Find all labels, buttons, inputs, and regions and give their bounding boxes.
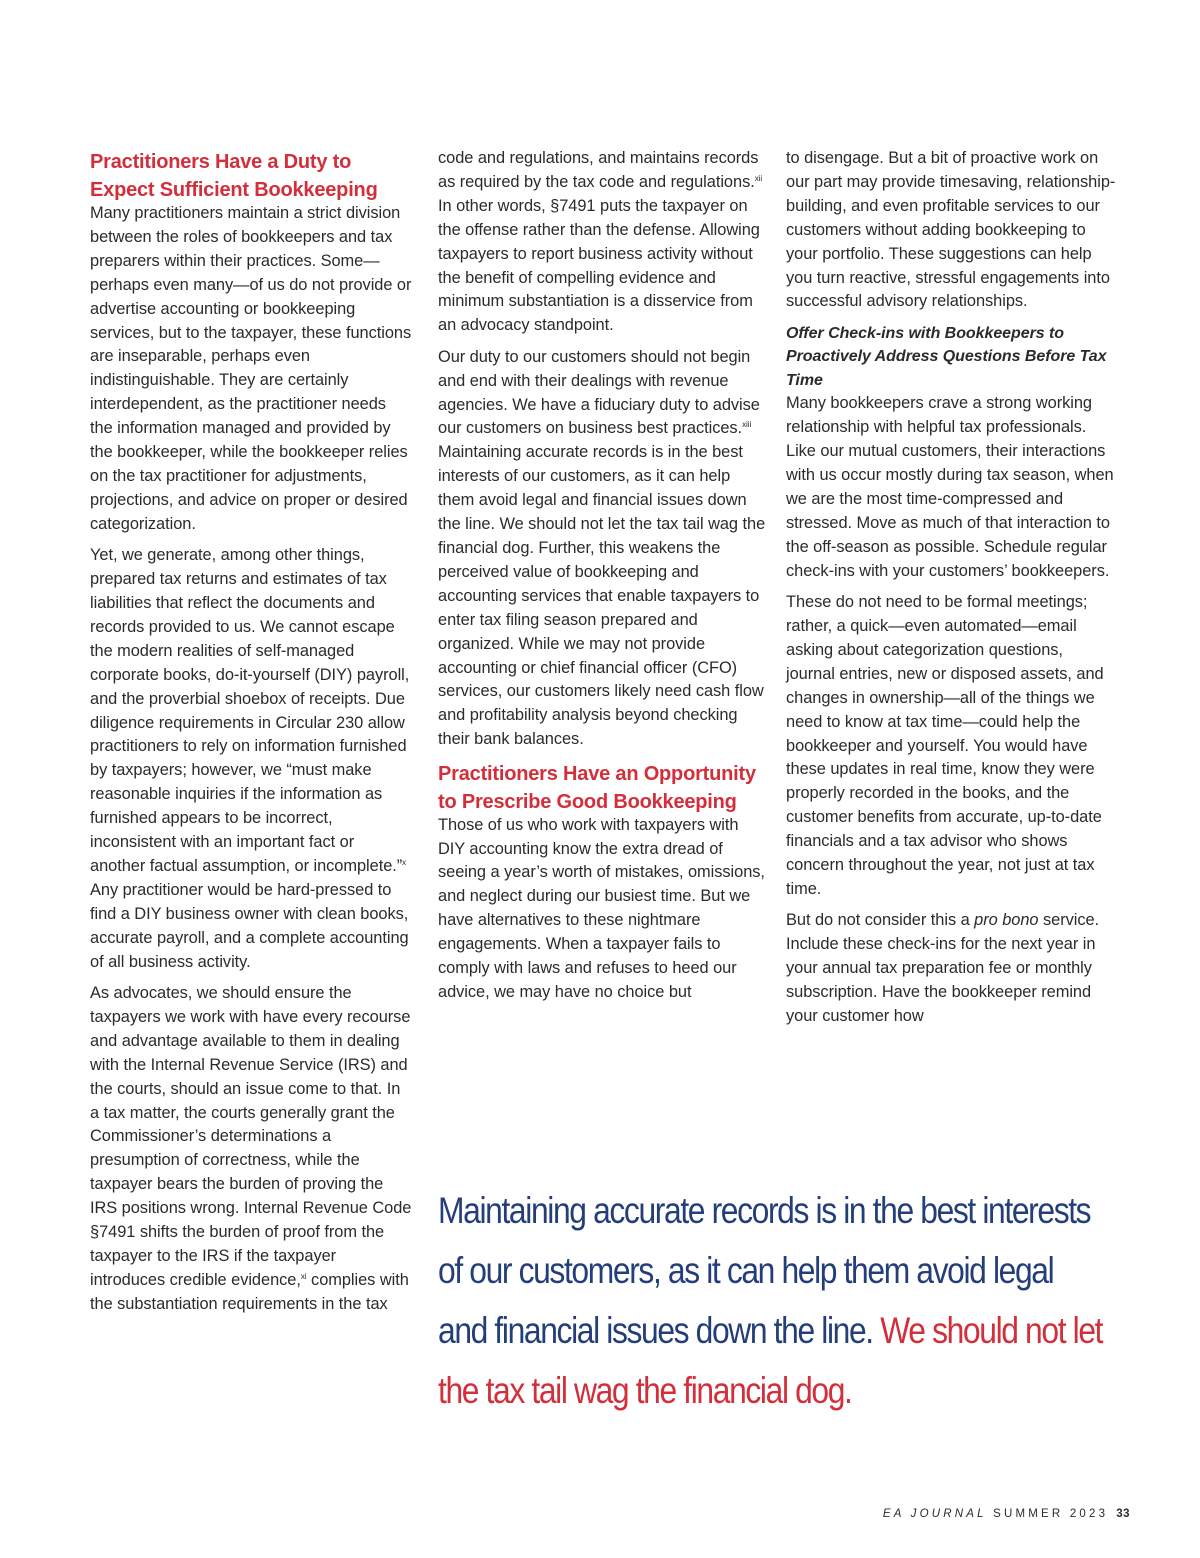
endnote-marker: x (402, 857, 407, 867)
section-heading-duty: Practitioners Have a Duty to Expect Sufficient Bookkeeping (90, 151, 378, 201)
pull-quote-accent: We should not let the tax tail wag the financial dog. (438, 1310, 1103, 1411)
paragraph: But do not consider this a pro bono service. Include these check-ins for the next year in your annual tax preparation fee or monthly subscription. Have the bookkeeper remind your customer how (786, 911, 1100, 1025)
paragraph: Our duty to our customers should not begin and end with their dealings with revenue agencies. We have a fiduciary duty to advise our customers on business best practices.$^{xiii}$ Maintaining accurate records is in the best interests of our customers, as it can help them avoid legal and financial issues down the line. We should not let the tax tail wag the financial dog. Further, this weakens the perceived value of bookkeeping and accounting services that enable taxpayers to enter tax filing season prepared and organized. While we may not provide accounting or chief financial officer (CFO) services, our customers likely need cash flow and profitability analysis beyond checking their bank balances. (438, 347, 766, 749)
paragraph: Yet, we generate, among other things, prepared tax returns and estimates of tax liabilities that reflect the documents and records provided to us. We cannot escape the modern realities of self-managed corporate books, do-it-yourself (DIY) payroll, and the proverbial shoebox of receipts. Due diligence requirements in Circular 230 allow practitioners to rely on information furnished by taxpayers; however, we “must make reasonable inquiries if the information as furnished appears to be incorrect, inconsistent with an important fact or another factual assumption, or incomplete.”$^x$ Any practitioner would be hard-pressed to find a DIY business owner with clean books, accurate payroll, and a complete accounting of all business activity. (90, 546, 410, 971)
page-number: 33 (1116, 1508, 1130, 1520)
paragraph: Those of us who work with taxpayers with DIY accounting know the extra dread of seeing a year’s worth of mistakes, omissions, and neglect during our busiest time. But we have alternatives to these nightmare engagements. When a taxpayer fails to comply with laws and refuses to heed our advice, we may have no choice but (438, 815, 765, 1001)
paragraph: to disengage. But a bit of proactive work on our part may provide timesaving, relationship-building, and even profitable services to our customers without adding bookkeeping to your portfolio. These suggestions can help you turn reactive, stressful engagements into successful advisory relationships. (786, 149, 1116, 311)
journal-name: EA JOURNAL (882, 1508, 987, 1520)
page-footer (883, 1508, 1130, 1520)
paragraph: Many bookkeepers crave a strong working relationship with helpful tax professionals. Like our mutual customers, their interactions with us occur mostly during tax season, when we are the most time-compressed and stressed. Move as much of that interaction to the off-season as possible. Schedule regular check-ins with your customers’ bookkeepers. (786, 394, 1114, 580)
paragraph: As advocates, we should ensure the taxpayers we work with have every recourse and advantage available to them in dealing with the Internal Revenue Service (IRS) and the courts, should an issue come to that. In a tax matter, the courts generally grant the Commissioner’s determinations a presumption of correctness, while the taxpayer bears the burden of proving the IRS positions wrong. Internal Revenue Code §7491 shifts the burden of proof from the taxpayer to the IRS if the taxpayer introduces credible evidence,$^{xi}$ complies with the substantiation requirements in the tax (90, 984, 412, 1313)
paragraph: These do not need to be formal meetings; rather, a quick—even automated—email asking about categorization questions, journal entries, new or disposed assets, and changes in ownership—all of the things we need to know at tax time—could help the bookkeeper and yourself. You would have these updates in real time, know they were properly recorded in the books, and the customer benefits from accurate, up-to-date financials and a tax advisor who shows concern throughout the year, not just at tax time. (786, 593, 1104, 898)
subheading-check-ins: Offer Check-ins with Bookkeepers to Proactively Address Questions Before Tax Time (786, 324, 1107, 389)
paragraph: Many practitioners maintain a strict division between the roles of bookkeepers and tax preparers within their practices. Some—perhaps even many—of us do not provide or advertise accounting or bookkeeping services, but to the taxpayer, these functions are inseparable, perhaps even indistinguishable. They are certainly interdependent, as the practitioner needs the information managed and provided by the bookkeeper, while the bookkeeper relies on the tax practitioner for adjustments, projections, and advice on proper or desired categorization. (90, 204, 412, 533)
article-column-1 (90, 147, 412, 1324)
section-heading-opportunity: Practitioners Have an Opportunity to Prescribe Good Bookkeeping (438, 762, 756, 813)
article-column-2 (438, 147, 768, 1012)
endnote-marker: xiii (742, 420, 752, 430)
pull-quote (438, 1181, 1109, 1421)
pull-quote-main: Maintaining accurate records is in the best interests of our customers, as it can help them avoid legal and financial issues down the line. (438, 1190, 1091, 1351)
endnote-marker: xi (300, 1271, 307, 1281)
issue-label: SUMMER 2023 (993, 1508, 1109, 1520)
article-column-3 (786, 147, 1116, 1036)
paragraph: code and regulations, and maintains records as required by the tax code and regulations.$^{xii}$ In other words, §7491 puts the taxpayer on the offense rather than the defense. Allowing taxpayers to report business activity without the benefit of compelling evidence and minimum substantiation is a disservice from an advocacy standpoint. (438, 149, 763, 335)
endnote-marker: xii (754, 173, 763, 183)
